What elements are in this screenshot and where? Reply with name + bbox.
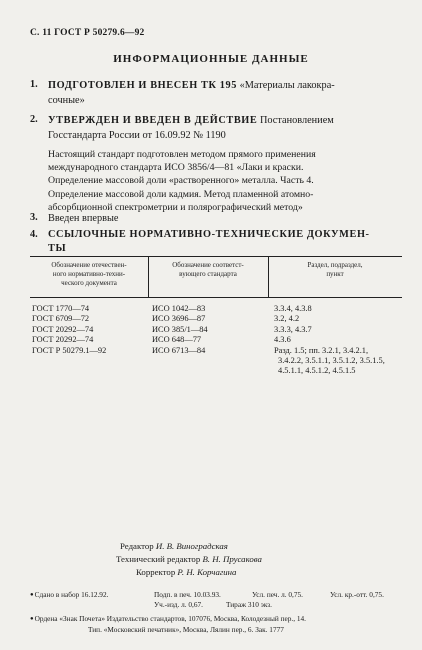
page-title: ИНФОРМАЦИОННЫЕ ДАННЫЕ [113, 53, 309, 65]
table-cell: ИСО 648—77 [152, 335, 202, 345]
table-cell: 3.3.3, 4.3.7 [274, 324, 312, 334]
section-3-text: Введен впервые [48, 213, 119, 224]
credit-corrector: Корректор Р. Н. Корчагина [136, 567, 237, 577]
table-column-sections [274, 304, 385, 377]
table-cell: ИСО 1042—83 [152, 304, 206, 313]
table-cell: 3.4.2.2, 3.5.1.1, 3.5.1.2, 3.5.1.5, [278, 356, 385, 366]
section-1 [48, 78, 402, 108]
credit-editor: Редактор И. В. Виноградская [120, 541, 228, 551]
section-1-text: «Материалы лакокра- [239, 80, 335, 91]
page-header: С. 11 ГОСТ Р 50279.6—92 [30, 28, 145, 38]
table-cell: ИСО 385/1—84 [152, 324, 208, 334]
table-cell: ГОСТ 6709—72 [32, 314, 90, 324]
paragraph-line: Настоящий стандарт подготовлен методом прямого применения [48, 149, 316, 160]
section-2-paragraph [48, 148, 400, 214]
section-4-number: 4. [30, 229, 38, 240]
credits [116, 540, 262, 579]
paragraph-line: Определение массовой доли кадмия. Метод пламенной атомно- [48, 188, 314, 200]
table-cell: ГОСТ Р 50279.1—92 [32, 345, 107, 355]
paragraph-line: международного стандарта ИСО 3856/4—81 «Лаки и краски. [48, 162, 304, 174]
section-2 [48, 113, 402, 143]
reference-table [30, 256, 402, 381]
credit-tech-editor: Технический редактор В. Н. Прусакова [116, 554, 262, 564]
table-header-section: Раздел, подраздел, пункт [307, 261, 363, 278]
table-cell: ГОСТ 20292—74 [32, 324, 94, 334]
table-cell: 3.3.4, 4.3.8 [274, 304, 312, 313]
table-column-iso [152, 304, 208, 356]
section-4-heading-line: ССЫЛОЧНЫЕ НОРМАТИВНО-ТЕХНИЧЕСКИЕ ДОКУМЕН- [48, 229, 370, 240]
section-2-text: Постановлением [259, 115, 334, 126]
table-cell: ИСО 3696—87 [152, 314, 206, 324]
paragraph-line: Определение массовой доли «растворенного» металла. Часть 4. [48, 175, 314, 187]
table-cell: 4.3.6 [274, 335, 291, 345]
imprint-line-2: Уч.-изд. л. 0,67. Тираж 310 экз. [154, 600, 272, 609]
imprint-line-1: ●Сдано в набор 16.12.92. Подп. в печ. 10.03.93. Усл. печ. л. 0,75. Усл. кр.-отт. 0,75. [30, 590, 384, 599]
table-column-domestic [32, 304, 106, 356]
table-header-domestic-doc: Обозначение отечествен- ного нормативно-техни- ческого документа [51, 261, 127, 287]
section-3-number: 3. [30, 212, 38, 223]
section-1-heading: ПОДГОТОВЛЕН И ВНЕСЕН ТК 195 [48, 80, 238, 91]
table-header-standard: Обозначение соответст- вующего стандарта [172, 261, 244, 278]
section-2-heading: УТВЕРЖДЕН И ВВЕДЕН В ДЕЙСТВИЕ [48, 115, 258, 126]
paragraph-line: абсорбционной спектрометрии и полярографический метод» [48, 201, 303, 213]
table-top-rule [30, 256, 402, 257]
section-4-heading-line: ТЫ [48, 243, 67, 254]
section-1-number: 1. [30, 79, 38, 90]
section-2-number: 2. [30, 114, 38, 125]
table-cell: 3.2, 4.2 [274, 314, 300, 324]
bullet-icon: ● [30, 592, 34, 598]
imprint [30, 590, 402, 610]
table-cell: ГОСТ 20292—74 [32, 335, 94, 345]
publisher-info [30, 614, 402, 634]
table-cell: Разд. 1.5; пп. 3.2.1, 3.4.2.1, [274, 345, 369, 355]
table-cell: 4.5.1.1, 4.5.1.2, 4.5.1.5 [278, 366, 356, 376]
table-cell: ИСО 6713—84 [152, 345, 206, 355]
section-2-text-cont: Госстандарта России от 16.09.92 № 1190 [48, 130, 226, 141]
section-4-heading [48, 228, 402, 256]
bullet-icon: ● [30, 616, 34, 622]
publisher-line: ●Ордена «Знак Почета» Издательство стандартов, 107076, Москва, Колодезный пер., 14. [30, 614, 306, 623]
printer-line: Тип. «Московский печатник», Москва, Лялин пер., 6. Зак. 1777 [88, 624, 284, 634]
table-cell: ГОСТ 1770—74 [32, 304, 90, 313]
table-header-rule [30, 297, 402, 298]
section-1-text-cont: сочные» [48, 95, 85, 106]
